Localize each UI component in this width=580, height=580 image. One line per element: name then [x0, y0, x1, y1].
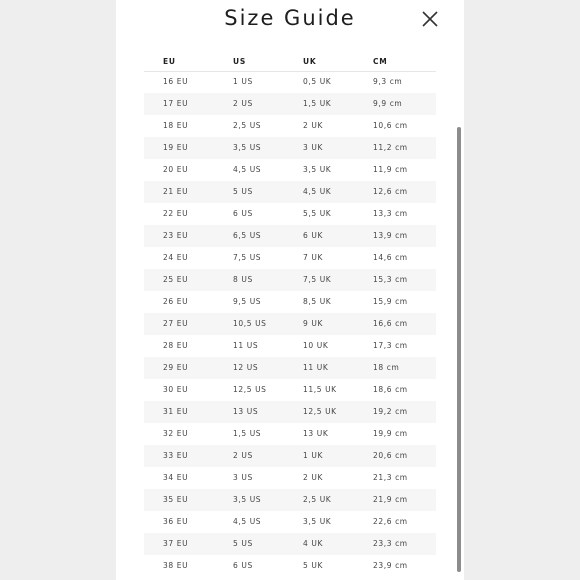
table-cell-cm: 13,9 cm — [373, 231, 408, 240]
table-cell-eu: 22 EU — [163, 209, 189, 218]
table-cell-uk: 11 UK — [303, 363, 329, 372]
table-row — [144, 467, 436, 489]
table-cell-us: 2 US — [233, 99, 253, 108]
size-table-body — [144, 71, 436, 577]
table-cell-uk: 7 UK — [303, 253, 323, 262]
table-cell-uk: 13 UK — [303, 429, 329, 438]
table-cell-us: 1 US — [233, 77, 253, 86]
table-cell-us: 10,5 US — [233, 319, 267, 328]
scrollbar-track[interactable] — [457, 127, 461, 572]
table-cell-us: 2,5 US — [233, 121, 262, 130]
table-row — [144, 137, 436, 159]
table-cell-eu: 18 EU — [163, 121, 189, 130]
table-cell-eu: 38 EU — [163, 561, 189, 570]
table-cell-cm: 11,2 cm — [373, 143, 408, 152]
table-cell-uk: 11,5 UK — [303, 385, 337, 394]
column-header-uk: UK — [303, 57, 317, 66]
table-cell-us: 6 US — [233, 209, 253, 218]
table-cell-eu: 17 EU — [163, 99, 189, 108]
table-cell-uk: 5,5 UK — [303, 209, 332, 218]
table-row — [144, 291, 436, 313]
table-cell-cm: 16,6 cm — [373, 319, 408, 328]
table-cell-uk: 8,5 UK — [303, 297, 332, 306]
table-cell-eu: 24 EU — [163, 253, 189, 262]
close-icon — [419, 8, 441, 30]
column-header-eu: EU — [163, 57, 176, 66]
table-row — [144, 533, 436, 555]
table-cell-eu: 23 EU — [163, 231, 189, 240]
table-cell-cm: 10,6 cm — [373, 121, 408, 130]
table-cell-uk: 6 UK — [303, 231, 323, 240]
table-cell-cm: 23,3 cm — [373, 539, 408, 548]
table-cell-cm: 18 cm — [373, 363, 400, 372]
column-header-cm: CM — [373, 57, 388, 66]
table-cell-cm: 9,3 cm — [373, 77, 403, 86]
table-cell-us: 3 US — [233, 473, 253, 482]
table-cell-us: 6 US — [233, 561, 253, 570]
table-cell-cm: 12,6 cm — [373, 187, 408, 196]
table-cell-us: 4,5 US — [233, 517, 262, 526]
table-row — [144, 181, 436, 203]
table-cell-us: 3,5 US — [233, 143, 262, 152]
table-cell-eu: 25 EU — [163, 275, 189, 284]
table-cell-cm: 9,9 cm — [373, 99, 403, 108]
table-cell-us: 12,5 US — [233, 385, 267, 394]
table-row — [144, 269, 436, 291]
table-cell-us: 2 US — [233, 451, 253, 460]
table-cell-uk: 7,5 UK — [303, 275, 332, 284]
table-row — [144, 489, 436, 511]
table-cell-us: 5 US — [233, 539, 253, 548]
column-header-us: US — [233, 57, 247, 66]
table-row — [144, 115, 436, 137]
table-cell-uk: 2 UK — [303, 473, 323, 482]
table-cell-eu: 34 EU — [163, 473, 189, 482]
table-cell-us: 13 US — [233, 407, 259, 416]
table-cell-uk: 1 UK — [303, 451, 323, 460]
table-cell-us: 4,5 US — [233, 165, 262, 174]
table-cell-uk: 2 UK — [303, 121, 323, 130]
table-row — [144, 225, 436, 247]
table-cell-eu: 35 EU — [163, 495, 189, 504]
table-row — [144, 423, 436, 445]
table-row — [144, 511, 436, 533]
table-cell-eu: 33 EU — [163, 451, 189, 460]
table-cell-eu: 20 EU — [163, 165, 189, 174]
table-cell-us: 5 US — [233, 187, 253, 196]
table-cell-uk: 2,5 UK — [303, 495, 332, 504]
table-cell-eu: 36 EU — [163, 517, 189, 526]
table-cell-us: 6,5 US — [233, 231, 262, 240]
table-cell-cm: 23,9 cm — [373, 561, 408, 570]
table-cell-cm: 15,9 cm — [373, 297, 408, 306]
table-cell-cm: 20,6 cm — [373, 451, 408, 460]
table-row — [144, 93, 436, 115]
table-cell-cm: 15,3 cm — [373, 275, 408, 284]
table-cell-eu: 27 EU — [163, 319, 189, 328]
table-cell-us: 8 US — [233, 275, 253, 284]
table-row — [144, 445, 436, 467]
table-cell-cm: 19,9 cm — [373, 429, 408, 438]
table-row — [144, 247, 436, 269]
table-cell-eu: 29 EU — [163, 363, 189, 372]
size-guide-modal — [116, 0, 464, 580]
modal-title: Size Guide — [224, 6, 356, 30]
scrollbar-thumb[interactable] — [457, 127, 461, 572]
table-cell-eu: 32 EU — [163, 429, 189, 438]
table-cell-uk: 0,5 UK — [303, 77, 332, 86]
table-row — [144, 555, 436, 577]
table-cell-eu: 21 EU — [163, 187, 189, 196]
table-row — [144, 401, 436, 423]
table-header — [144, 52, 436, 72]
table-cell-us: 1,5 US — [233, 429, 262, 438]
table-cell-eu: 37 EU — [163, 539, 189, 548]
table-row — [144, 357, 436, 379]
table-row — [144, 313, 436, 335]
table-row — [144, 159, 436, 181]
table-cell-uk: 4,5 UK — [303, 187, 332, 196]
table-cell-cm: 14,6 cm — [373, 253, 408, 262]
table-cell-uk: 12,5 UK — [303, 407, 337, 416]
table-cell-eu: 31 EU — [163, 407, 189, 416]
table-cell-uk: 9 UK — [303, 319, 323, 328]
table-cell-eu: 30 EU — [163, 385, 189, 394]
table-cell-uk: 10 UK — [303, 341, 329, 350]
table-cell-cm: 13,3 cm — [373, 209, 408, 218]
table-cell-eu: 19 EU — [163, 143, 189, 152]
table-cell-cm: 22,6 cm — [373, 517, 408, 526]
table-row — [144, 379, 436, 401]
table-row — [144, 335, 436, 357]
table-cell-uk: 1,5 UK — [303, 99, 332, 108]
table-cell-eu: 16 EU — [163, 77, 189, 86]
table-cell-us: 11 US — [233, 341, 259, 350]
table-cell-cm: 17,3 cm — [373, 341, 408, 350]
table-cell-cm: 11,9 cm — [373, 165, 408, 174]
table-cell-us: 7,5 US — [233, 253, 262, 262]
table-cell-uk: 5 UK — [303, 561, 323, 570]
table-cell-eu: 28 EU — [163, 341, 189, 350]
table-row — [144, 203, 436, 225]
table-cell-us: 3,5 US — [233, 495, 262, 504]
table-row — [144, 71, 436, 93]
table-cell-uk: 3,5 UK — [303, 517, 332, 526]
table-cell-uk: 3 UK — [303, 143, 323, 152]
close-button[interactable] — [419, 8, 441, 30]
table-cell-uk: 3,5 UK — [303, 165, 332, 174]
table-cell-eu: 26 EU — [163, 297, 189, 306]
table-cell-uk: 4 UK — [303, 539, 323, 548]
table-cell-us: 9,5 US — [233, 297, 262, 306]
table-cell-cm: 21,9 cm — [373, 495, 408, 504]
table-cell-cm: 19,2 cm — [373, 407, 408, 416]
table-cell-us: 12 US — [233, 363, 259, 372]
table-cell-cm: 21,3 cm — [373, 473, 408, 482]
table-cell-cm: 18,6 cm — [373, 385, 408, 394]
